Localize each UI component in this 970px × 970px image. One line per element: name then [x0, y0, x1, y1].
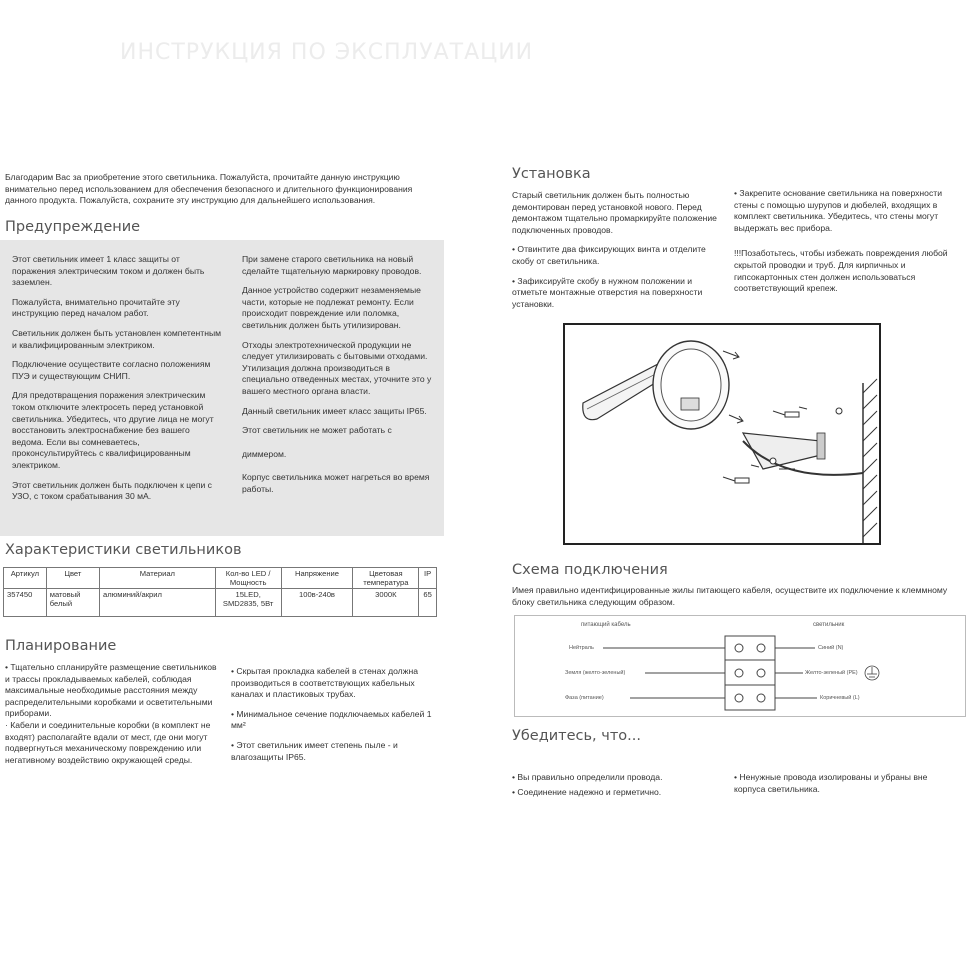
warning-item: Этот светильник имеет 1 класс защиты от поражения электрическим током и должен быть заземлен.: [12, 254, 205, 288]
planning-title: Планирование: [5, 638, 117, 654]
specs-cell: 65: [419, 589, 437, 617]
terminal-block: [515, 616, 965, 716]
wire-label-left: Фаза (питание): [565, 695, 604, 701]
warning-item: Подключение осуществите согласно положениям ПУЭ и существующим СНИП.: [12, 359, 211, 381]
wiring-right-header: светильник: [813, 622, 845, 628]
planning-item: · Кабели и соединительные коробки (в комплект не входят) располагайте вдали от мест, где они могут подвергнуться механическому повреждению или негативному воздействию окружающей среды.: [5, 719, 211, 765]
planning-item: • Этот светильник имеет степень пыле - и влагозащиты IP65.: [231, 739, 398, 762]
wiring-diagram: [514, 615, 966, 717]
wire-label-left: Нейтраль: [569, 645, 594, 651]
scheme-title: Схема подключения: [512, 562, 668, 578]
specs-header-cell: Цвет: [46, 568, 99, 589]
install-illustration: [563, 323, 881, 545]
warning-title: Предупреждение: [5, 219, 141, 235]
warning-item: Пожалуйста, внимательно прочитайте эту инструкцию перед началом работ.: [12, 296, 180, 319]
planning-item: • Тщательно спланируйте размещение светильников и трассы прокладываемых кабелей, соблюдая максимальные необходимые расстояния между распределительными коробками и осветительными приборами.: [5, 662, 217, 719]
specs-cell: 3000К: [353, 589, 419, 617]
check-item: • Соединение надежно и герметично.: [512, 786, 662, 797]
planning-item: • Скрытая прокладка кабелей в стенах должна производиться в соответствующих кабельных каналах и пластиковых трубах.: [231, 666, 418, 700]
warning-item: При замене старого светильника на новый сделайте тщательную маркировку проводов.: [242, 254, 422, 276]
specs-header-cell: Материал: [99, 568, 215, 589]
specs-cell: 357450: [4, 589, 47, 617]
warning-item: Данный светильник имеет класс защиты IP65.: [242, 405, 427, 416]
specs-cell: 100в-240в: [281, 589, 353, 617]
install-title: Установка: [512, 166, 591, 182]
planning-item: • Минимальное сечение подключаемых кабелей 1 мм²: [231, 708, 432, 731]
specs-cell: матовый белый: [46, 589, 99, 617]
warning-item: Для предотвращения поражения электрическим током отключите электросеть перед установкой светильника. Убедитесь, что другие лица не могут восстановить электроснабжение без вашего ведома. Если вы сомневаетесь, проконсультируйтесь с квалифицированным электриком.: [12, 390, 214, 470]
specs-header-row: [4, 568, 437, 589]
install-item: • Закрепите основание светильника на поверхности стены с помощью шурупов и дюбелей, входящих в комплект светильника. Убедитесь, что стены могут выдержать вес прибора.: [734, 188, 942, 233]
warning-item: Отходы электротехнической продукции не следует утилизировать с бытовыми отходами. Утилизация должна производиться в специально отведенных местах, уточните это у вашего местного органа власти.: [242, 339, 432, 396]
warning-item: Этот светильник должен быть подключен к цепи с УЗО, с током срабатывания 30 мА.: [12, 479, 212, 502]
scheme-text: Имея правильно идентифицированные жилы питающего кабеля, осуществите их подключение к клеммному блоку светильника следующим образом.: [512, 585, 948, 607]
install-item: • Отвинтите два фиксирующих винта и отделите скобу от светильника.: [512, 244, 706, 266]
specs-data-row: [4, 589, 437, 617]
specs-header-cell: IP: [419, 568, 437, 589]
intro-text: Благодарим Вас за приобретение этого светильника. Пожалуйста, прочитайте данную инструкцию внимательно перед использованием для обеспечения безопасного и длительного функционирования данного продукта. Пожалуйста, сохраните эту инструкцию для дальнейшего использования.: [5, 172, 413, 206]
install-item: • Зафиксируйте скобу в нужном положении и отметьте монтажные отверстия на поверхности установки.: [512, 275, 703, 309]
ghost-title: ИНСТРУКЦИЯ ПО ЭКСПЛУАТАЦИИ: [120, 40, 534, 65]
specs-header-cell: Цветовая температура: [353, 568, 419, 589]
install-item: Старый светильник должен быть полностью демонтирован перед установкой нового. Перед демонтажом тщательно промаркируйте положение подключенных проводов.: [512, 190, 717, 235]
warning-item: диммером.: [242, 448, 287, 459]
specs-header-cell: Напряжение: [281, 568, 353, 589]
specs-title: Характеристики светильников: [5, 542, 242, 558]
specs-header-cell: Артикул: [4, 568, 47, 589]
warning-box: [0, 240, 444, 536]
specs-header-cell: Кол-во LED / Мощность: [215, 568, 281, 589]
warning-item: Данное устройство содержит незаменяемые части, которые не подлежат ремонту. Если происходит повреждение или поломка, светильник должен быть утилизирован.: [242, 285, 421, 330]
check-title: Убедитесь, что...: [512, 728, 641, 744]
specs-cell: алюминий/акрил: [99, 589, 215, 617]
warning-item: Корпус светильника может нагреться во время работы.: [242, 472, 430, 494]
wire-label-right: Синий (N): [818, 645, 844, 651]
wire-label-right: Коричневый (L): [820, 695, 860, 701]
check-item: • Ненужные провода изолированы и убраны вне корпуса светильника.: [734, 772, 928, 794]
specs-cell: 15LED, SMD2835, 5Вт: [215, 589, 281, 617]
wire-label-right: Желто-зеленый (PE): [805, 670, 858, 676]
install-item: !!!Позаботьтесь, чтобы избежать повреждения любой скрытой проводки и труб. Для кирпичных и гипсокартонных стен должен использоваться соответствующий крепеж.: [734, 248, 948, 294]
specs-table: [3, 567, 437, 617]
wire-label-left: Земля (желто-зеленый): [565, 670, 626, 676]
wiring-left-header: питающий кабель: [581, 622, 631, 628]
warning-item: Светильник должен быть установлен компетентным и квалифицированным электриком.: [12, 327, 222, 350]
warning-item: Этот светильник не может работать с: [242, 425, 392, 436]
check-item: • Вы правильно определили провода.: [512, 772, 663, 782]
